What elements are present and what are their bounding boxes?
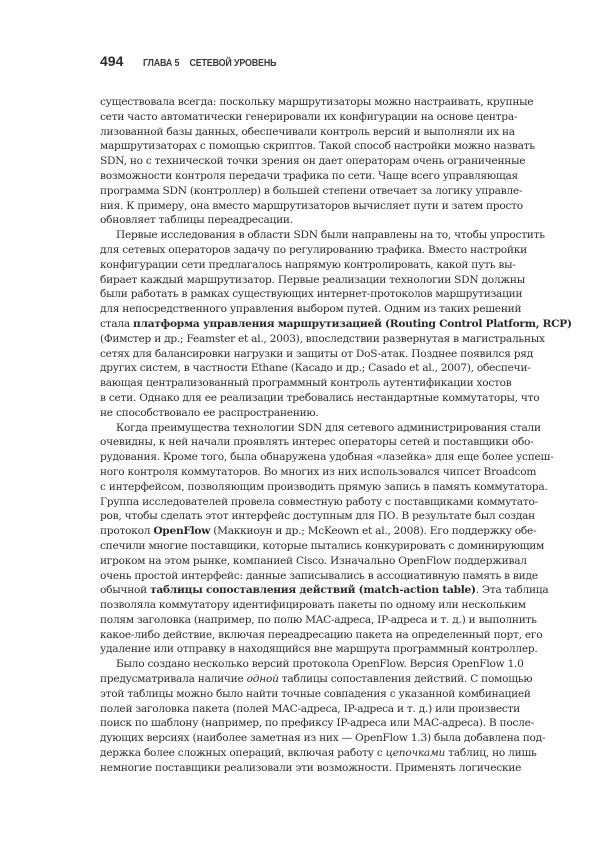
text-segment: (Фимстер и др.; Feamster et al., 2003), впоследствии развернутая в магистральных xyxy=(100,332,545,345)
text-segment: других систем, в частности Ethane (Касадо и др.; Casado et al., 2007), обеспечи- xyxy=(100,362,531,375)
text-segment: . Эта таблица xyxy=(475,584,549,597)
text-segment: Первые исследования в области SDN были направлены на то, чтобы упростить xyxy=(116,229,545,242)
text-segment: очевидны, к ней начали проявлять интерес операторы сетей и поставщики обо- xyxy=(100,436,534,449)
text-segment: поиск по шаблону (например, по префиксу IP-адреса или MAC-адреса). В после- xyxy=(100,717,534,730)
text-line xyxy=(100,642,538,657)
text-segment: стала xyxy=(100,317,134,330)
text-line xyxy=(100,731,546,746)
text-line xyxy=(100,761,522,776)
text-line xyxy=(100,569,538,584)
text-segment: полей заголовка пакета (полей MAC-адреса, IP-адреса и т. д.) или произвести xyxy=(100,702,520,715)
text-line xyxy=(100,524,537,539)
chapter-number: ГЛАВА 5 xyxy=(143,57,180,69)
text-line xyxy=(100,228,545,243)
text-line xyxy=(100,243,527,258)
text-segment: возможности контроля передачи трафика по сети. Чаще всего управляющая xyxy=(100,169,518,182)
text-segment: таблиц, но лишь xyxy=(445,747,537,760)
text-segment: ния. К примеру, она вместо маршрутизаторов вычисляет пути и затем просто xyxy=(100,199,523,212)
text-line xyxy=(100,539,545,554)
text-segment: вающая централизованный программный контроль аутентификации хостов xyxy=(100,377,512,390)
text-segment: были работать в рамках существующих интернет-протоколов маршрутизации xyxy=(100,288,523,301)
text-line xyxy=(100,376,512,391)
text-segment: бирает каждый маршрутизатор. Первые реализации технологии SDN должны xyxy=(100,273,525,286)
bold-term: OpenFlow xyxy=(153,525,211,538)
text-line xyxy=(100,716,534,731)
text-line xyxy=(100,746,537,761)
text-line xyxy=(100,702,520,717)
text-line xyxy=(100,465,537,480)
text-segment: какое-либо действие, включая переадресацию пакета на определенный порт, его xyxy=(100,628,543,641)
text-segment: лизованной базы данных, обеспечивали контроль версий и выполняли их на xyxy=(100,125,515,138)
text-line xyxy=(100,139,535,154)
text-segment: дующих версиях (наиболее заметная из них — OpenFlow 1.3) была добавлена под- xyxy=(100,732,546,745)
text-segment: позволяла коммутатору идентифицировать пакеты по одному или нескольким xyxy=(100,599,526,612)
text-line xyxy=(100,628,543,643)
text-segment: очень простой интерфейс: данные записывались в ассоциативную память в виде xyxy=(100,569,538,582)
text-segment: маршрутизаторах с помощью скриптов. Такой способ настройки можно назвать xyxy=(100,140,535,153)
text-line xyxy=(100,347,534,362)
text-line xyxy=(100,258,516,273)
text-segment: в сети. Однако для ее реализации требовались нестандартные коммутаторы, что xyxy=(100,391,540,404)
text-line xyxy=(100,391,540,406)
text-line xyxy=(100,95,534,110)
text-segment: конфигурации сети предлагалось напрямую контролировать, какой путь вы- xyxy=(100,258,516,271)
text-line xyxy=(100,421,541,436)
text-line xyxy=(100,406,501,421)
text-segment: Было создано несколько версий протокола OpenFlow. Версия OpenFlow 1.0 xyxy=(116,658,524,671)
text-line xyxy=(100,125,515,140)
body-text xyxy=(100,95,572,776)
running-header xyxy=(100,53,312,71)
text-segment: программа SDN (контроллер) в большей степени отвечает за логику управле- xyxy=(100,184,523,197)
bold-term: таблицы сопоставления действий (match-action table) xyxy=(150,584,476,597)
text-segment: обычной xyxy=(100,584,151,597)
bold-term: платформа управления маршрутизацией (Routing Control Platform, RCP) xyxy=(133,317,572,330)
chapter-title: СЕТЕВОЙ УРОВЕНЬ xyxy=(189,57,277,69)
text-segment: предусматривала наличие xyxy=(100,673,247,686)
text-line xyxy=(100,317,572,332)
text-line xyxy=(100,273,525,288)
text-line xyxy=(100,213,501,228)
text-segment: SDN, но с технической точки зрения он дает операторам очень ограниченные xyxy=(100,155,526,168)
text-segment: Когда преимущества технологии SDN для сетевого администрирования стали xyxy=(116,421,541,434)
text-line xyxy=(100,554,527,569)
text-line xyxy=(100,687,531,702)
text-segment: игроком на этом рынке, компанией Cisco. Изначально OpenFlow поддерживал xyxy=(100,554,527,567)
text-line xyxy=(100,657,524,672)
text-line xyxy=(100,495,538,510)
text-segment: таблицы сопоставления действий. С помощью xyxy=(278,673,533,686)
text-line xyxy=(100,332,545,347)
text-line xyxy=(100,199,523,214)
chapter-label xyxy=(143,57,287,69)
text-line xyxy=(100,672,533,687)
text-segment: ного контроля коммутаторов. Во многих из них использовался чипсет Broadcom xyxy=(100,465,537,478)
text-segment: спечили многие поставщики, которые пытались конкурировать с доминирующим xyxy=(100,539,545,552)
italic-text: цепочками xyxy=(385,747,446,760)
text-line xyxy=(100,184,523,199)
text-segment: Группа исследователей провела совместную работу с поставщиками коммутато- xyxy=(100,495,538,508)
text-segment: для сетевых операторов задачу по регулированию трафика. Вместо настройки xyxy=(100,243,527,256)
text-line xyxy=(100,169,518,184)
text-line xyxy=(100,110,518,125)
text-segment: существовала всегда: поскольку маршрутизаторы можно настраивать, крупные xyxy=(100,96,534,108)
text-segment: полям заголовка (например, по полю MAC-адреса, IP-адреса и т. д.) и выполнить xyxy=(100,613,537,626)
text-line xyxy=(100,287,523,302)
text-line xyxy=(100,302,522,317)
text-segment: ров, чтобы сделать этот интерфейс доступным для ПО. В результате был создан xyxy=(100,510,535,523)
text-line xyxy=(100,361,531,376)
text-segment: протокол xyxy=(100,525,154,538)
text-segment: сетях для балансировки нагрузки и защиты от DoS-атак. Позднее появился ряд xyxy=(100,347,534,360)
text-segment: не способствовало ее распространению. xyxy=(100,406,319,419)
text-line xyxy=(100,435,534,450)
text-segment: держка более сложных операций, включая работу с xyxy=(100,747,386,760)
text-line xyxy=(100,450,554,465)
text-segment: рудования. Кроме того, была обнаружена удобная «лазейка» для еще более успеш- xyxy=(100,451,554,464)
text-segment: с интерфейсом, позволяющим производить прямую запись в память коммутатора. xyxy=(100,480,548,493)
text-line xyxy=(100,598,526,613)
text-segment: этой таблицы можно было найти точные совпадения с указанной комбинацией xyxy=(100,687,531,700)
text-segment: обновляет таблицы переадресации. xyxy=(100,214,293,227)
text-segment: для непосредственного управления выбором путей. Одним из таких решений xyxy=(100,303,522,316)
text-line xyxy=(100,583,549,598)
page-number: 494 xyxy=(100,53,124,69)
text-segment: немногие поставщики реализовали эти возможности. Применять логические xyxy=(100,761,522,774)
text-segment: сети часто автоматически генерировали их конфигурации на основе центра- xyxy=(100,110,518,123)
text-segment: (Маккиоун и др.; McKeown et al., 2008). Его поддержку обе- xyxy=(210,525,537,538)
text-line xyxy=(100,480,548,495)
text-line xyxy=(100,509,535,524)
italic-text: одной xyxy=(246,673,279,686)
text-segment: удаление или отправку в находящийся вне маршрута программный контроллер. xyxy=(100,643,538,656)
text-line xyxy=(100,154,526,169)
text-line xyxy=(100,613,537,628)
